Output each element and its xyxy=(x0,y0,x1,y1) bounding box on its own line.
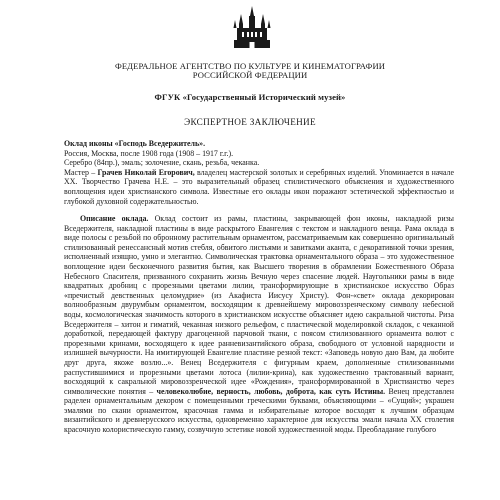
agency-line-1: ФЕДЕРАЛЬНОЕ АГЕНТСТВО ПО КУЛЬТУРЕ И КИНЕМАТОГРАФИИ xyxy=(114,61,386,71)
description-virtues: человеколюбие, верность, любовь, доброта, как суть Истины. xyxy=(156,386,386,396)
description-text-1: Оклад состоит из рамы, пластины, закрывающей фон иконы, накладной ризы Вседержителя, накладной пластины в виде раскрытого Евангелия с текстом и накладного венца. Рама оклада в виде полосы с резьбой по обронному растительным орнаментом, рассматриваемым как совершенно оригинальный стилизованный ренессансный мотив стебля, обвитого листьями и завитками аканта, с декоративной точки зрения, исполненный изящно, умно и элегантно. Символическая трактовка орнаментального образа – это художественное воплощение идеи бесконечного развития бытия, как Высшего творения в обрамлении Божественного Образа Небесного Спасителя, призванного сохранить жизнь Вечную через спасение людей. Наугольники рамы в виде квадратных дробниц с прорезными цветами лилии, трансформирующие в христианское искусство Образ «пречистый девственных целомудрие» (из Акафиста Иисусу Христу). Фон-«свет» оклада декорирован волнообразным двурумбым орнаментом, восходящим к древнейшему мировоззренческому символу небесной воды, космологическая значимость которого в христианском искусстве объясняет идею сакральной чистоты. Риза Вседержителя – хитон и гиматий, чеканная низкого рельефом, с пластической моделировкой складок, с чеканной доработкой, передающей фактуру драгоценной парчовой ткани, с поясом стилизованного орнамента волют с прорезными кринами, восходящего к идее ранневизантийского образа, свободного от условной нарядности и излишней вычурности. На имитирующей Евангелие пластине резной текст: «Заповедь новую даю Вам, да любите друг друга, якоже возлю...». Венец Вседержителя с фигурным краем, дополненные стилизованными распустившимися и прорезными цветами лотоса (лилии-крина), как художественно трактованный вариант, восходящий к сакральной мировоззренческой идее «Рождения», трансформированной в Христианство через символические понятия – xyxy=(64,214,454,396)
item-attribution xyxy=(64,139,454,206)
document-title: ЭКСПЕРТНОЕ ЗАКЛЮЧЕНИЕ xyxy=(184,117,316,127)
description-paragraph xyxy=(64,214,454,435)
item-materials: Серебро (84пр.), эмаль; золочение, скань, резьба, чеканка. xyxy=(64,158,260,168)
master-name: Грачев Николай Егорович, xyxy=(97,167,195,177)
master-label: Мастер – xyxy=(64,167,98,177)
description-text-2: Венец представлен раделен орнаментальным декором с помещенными греческими буквами, объясняющими – «Сущий»; украшен эмалями по скани орнаментом, красочная гамма и избирательные которое восходят к лучшим образцам византийского и древнерусского искусства, одновременно характерное для искусства эмали начала XX столетия красочную колористическую гамму, созвучную эстетике новой художественной моды. Преобладание голубого xyxy=(64,386,454,435)
master-text: владелец мастерской золотых и серебряных изделий. Упоминается в начале XX. Творчество Грачева Н.Е. – это выразительный образец стилистического объяснения и художественного воплощения идеи христианского символа. Известные его оклады икон поражают эстетической эффектностью и глубокой духовной содержательностью. xyxy=(64,167,454,206)
item-title: Оклад иконы «Господь Вседержитель». xyxy=(64,139,206,148)
item-place-date: Россия, Москва, после 1908 года (1908 – 1917 г.г.). xyxy=(64,148,234,158)
agency-line-2: РОССИЙСКОЙ ФЕДЕРАЦИИ xyxy=(192,70,308,80)
museum-building-logo xyxy=(232,4,272,50)
organization-name: ФГУК «Государственный Исторический музей» xyxy=(154,92,346,102)
description-label: Описание оклада. xyxy=(80,214,149,223)
